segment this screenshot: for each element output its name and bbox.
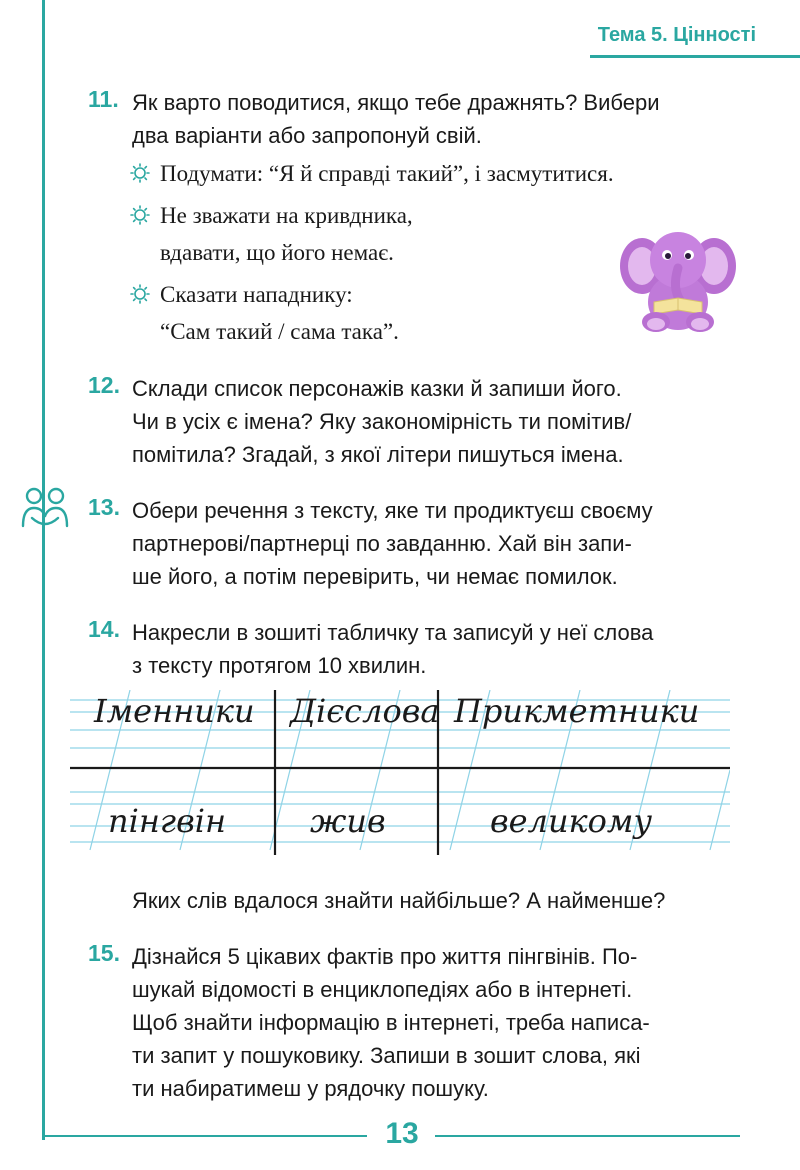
- option-text: вдавати, що його немає.: [160, 240, 394, 265]
- footer-line: [42, 1135, 367, 1137]
- task-number: 13.: [88, 494, 120, 520]
- option-text: Не зважати на кривдника,: [160, 203, 413, 228]
- task-line: Як варто поводитися, якщо тебе дражнять? Вибери: [132, 90, 660, 115]
- page-margin-line: [42, 0, 45, 1140]
- footer-line: [435, 1135, 740, 1137]
- task-line: Склади список персонажів казки й запиши його.: [132, 376, 622, 401]
- task-number: 14.: [88, 616, 120, 642]
- task-text: [132, 86, 732, 152]
- task-line: Чи в усіх є імена? Яку закономірність ти помітив/: [132, 409, 632, 434]
- sun-bullet-icon: [130, 284, 150, 304]
- pair-work-icon: [20, 486, 70, 530]
- task-line: помітила? Згадай, з якої літери пишуться імена.: [132, 442, 624, 467]
- table-cell-verb: жив: [310, 802, 386, 840]
- notebook-table: [70, 690, 730, 870]
- task-text: [132, 372, 732, 471]
- answer-option: [130, 155, 614, 192]
- table-header-nouns: Іменники: [94, 692, 255, 730]
- header-underline: [590, 55, 800, 58]
- task-line: з тексту протягом 10 хвилин.: [132, 653, 427, 678]
- task-text: [132, 616, 732, 682]
- option-text: Подумати: “Я й справді такий”, і засмутитися.: [160, 161, 614, 186]
- task-line: ти набиратимеш у рядочку пошуку.: [132, 1076, 489, 1101]
- task-line: ти запит у пошуковику. Запиши в зошит слова, які: [132, 1043, 641, 1068]
- sun-bullet-icon: [130, 163, 150, 183]
- table-cell-adjective: великому: [490, 802, 653, 840]
- task-line: Дізнайся 5 цікавих фактів про життя пінгвінів. По-: [132, 944, 638, 969]
- table-header-adjectives: Прикметники: [454, 692, 700, 730]
- task-13: [88, 494, 738, 594]
- task-line: ше його, а потім перевірить, чи немає помилок.: [132, 564, 618, 589]
- task-text: [132, 494, 732, 593]
- task-line: Обери речення з тексту, яке ти продиктуєш своєму: [132, 498, 653, 523]
- option-text: Сказати нападнику:: [160, 282, 353, 307]
- task-12: [88, 372, 738, 472]
- option-text: “Сам такий / сама така”.: [160, 319, 399, 344]
- table-header-verbs: Дієслова: [290, 692, 440, 730]
- task-number: 11.: [88, 86, 119, 112]
- task-14: [88, 616, 738, 686]
- task-11: [88, 86, 738, 156]
- task-14-question: Яких слів вдалося знайти найбільше? А найменше?: [132, 888, 666, 913]
- task-line: партнерові/партнерці по завданню. Хай він запи-: [132, 531, 632, 556]
- page-header-title: Тема 5. Цінності: [597, 24, 756, 46]
- task-number: 12.: [88, 372, 120, 398]
- task-15: [88, 940, 738, 1110]
- answer-option: [130, 276, 399, 350]
- task-line: шукай відомості в енциклопедіях або в інтернеті.: [132, 977, 633, 1002]
- page-number: 13: [385, 1117, 419, 1150]
- sun-bullet-icon: [130, 205, 150, 225]
- task-number: 15.: [88, 940, 120, 966]
- answer-option: [130, 197, 413, 271]
- elephant-toy-icon: [620, 222, 736, 334]
- task-line: Накресли в зошиті табличку та записуй у неї слова: [132, 620, 654, 645]
- task-text: [132, 940, 732, 1105]
- task-line: два варіанти або запропонуй свій.: [132, 123, 482, 148]
- task-line: Щоб знайти інформацію в інтернеті, треба написа-: [132, 1010, 650, 1035]
- table-cell-noun: пінгвін: [108, 802, 227, 840]
